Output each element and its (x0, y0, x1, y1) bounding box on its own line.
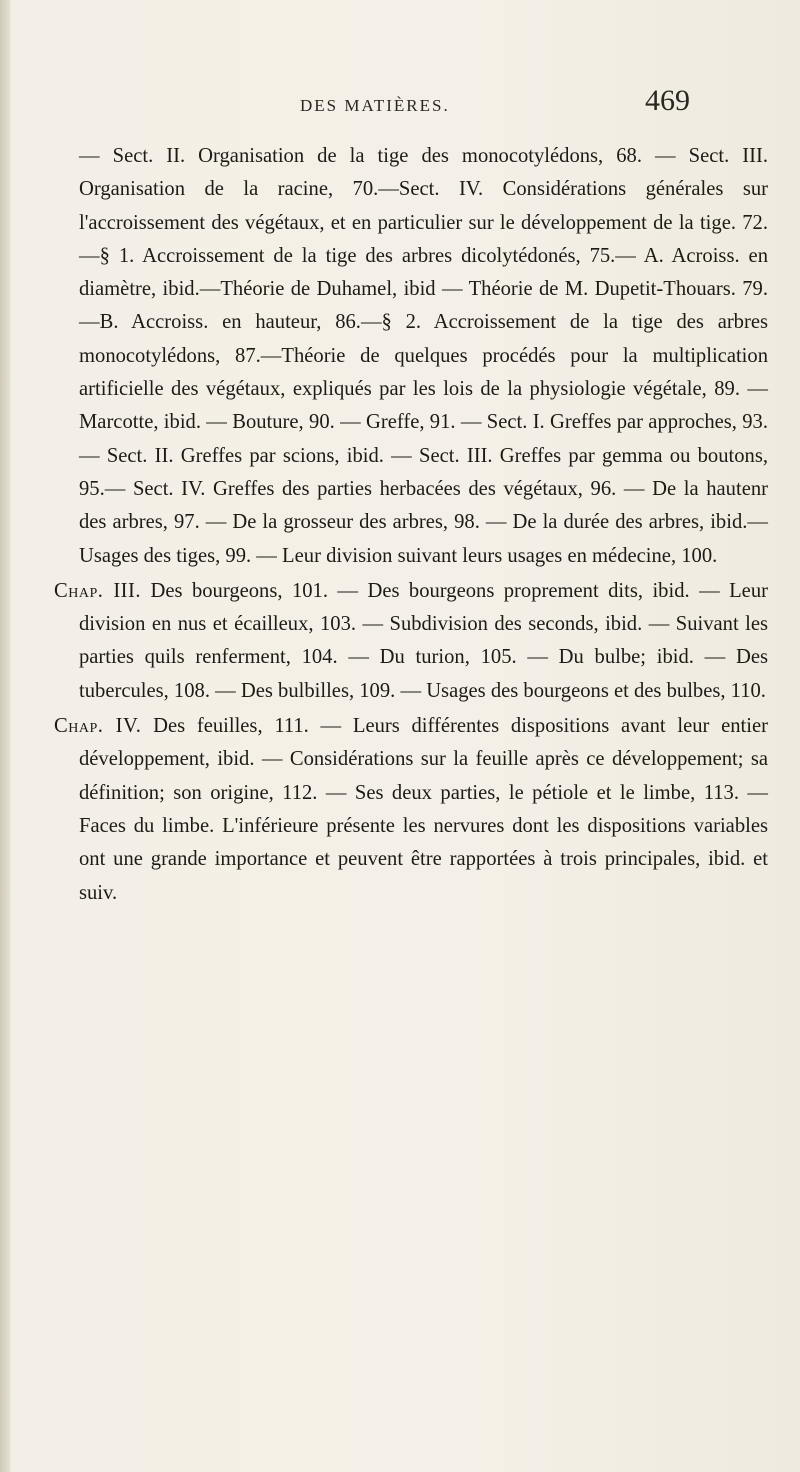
index-paragraph-chapter-4 (54, 710, 768, 910)
paragraph-text: Des bourgeons, 101. — Des bourgeons proprement dits, ibid. — Leur division en nus et écailleux, 103. — Subdivision des seconds, ibid. — Suivant les parties quils renferment, 104. — Du turion, 105. — Du bulbe; ibid. — Des tubercules, 108. — Des bulbilles, 109. — Usages des bourgeons et des bulbes, 110. (79, 579, 768, 702)
page-header (0, 80, 800, 130)
page-number: 469 (645, 84, 690, 117)
index-text-block (54, 140, 768, 910)
chapter-label: Chap. III. (54, 579, 142, 602)
paragraph-text: — Sect. II. Organisation de la tige des monocotylédons, 68. — Sect. III. Organisation de la racine, 70.—Sect. IV. Considérations générales sur l'accroissement des végétaux, et en particulier sur le développement de la tige. 72.—§ 1. Accroissement de la tige des arbres dicolytédonés, 75.— A. Acroiss. en diamètre, ibid.—Théorie de Duhamel, ibid — Théorie de M. Dupetit-Thouars. 79.—B. Accroiss. en hauteur, 86.—§ 2. Accroissement de la tige des arbres monocotylédons, 87.—Théorie de quelques procédés pour la multiplication artificielle des végétaux, expliqués par les lois de la physiologie végétale, 89. — Marcotte, ibid. — Bouture, 90. — Greffe, 91. — Sect. I. Greffes par approches, 93. — Sect. II. Greffes par scions, ibid. — Sect. III. Greffes par gemma ou boutons, 95.— Sect. IV. Greffes des parties herbacées des végétaux, 96. — De la hautenr des arbres, 97. — De la grosseur des arbres, 98. — De la durée des arbres, ibid.—Usages des tiges, 99. — Leur division suivant leurs usages en médecine, 100. (79, 145, 768, 567)
binding-edge (0, 0, 10, 1472)
index-paragraph-chapter-3 (54, 575, 768, 708)
chapter-label: Chap. IV. (54, 715, 142, 738)
index-paragraph-continuation (54, 140, 768, 573)
paragraph-text: Des feuilles, 111. — Leurs différentes dispositions avant leur entier développement, ibid. — Considérations sur la feuille après ce développement; sa définition; son origine, 112. — Ses deux parties, le pétiole et le limbe, 113. — Faces du limbe. L'inférieure présente les nervures dont les dispositions variables ont une grande importance et peuvent être rapportées à trois principales, ibid. et suiv. (79, 715, 768, 904)
running-title: DES MATIÈRES. (300, 96, 450, 115)
